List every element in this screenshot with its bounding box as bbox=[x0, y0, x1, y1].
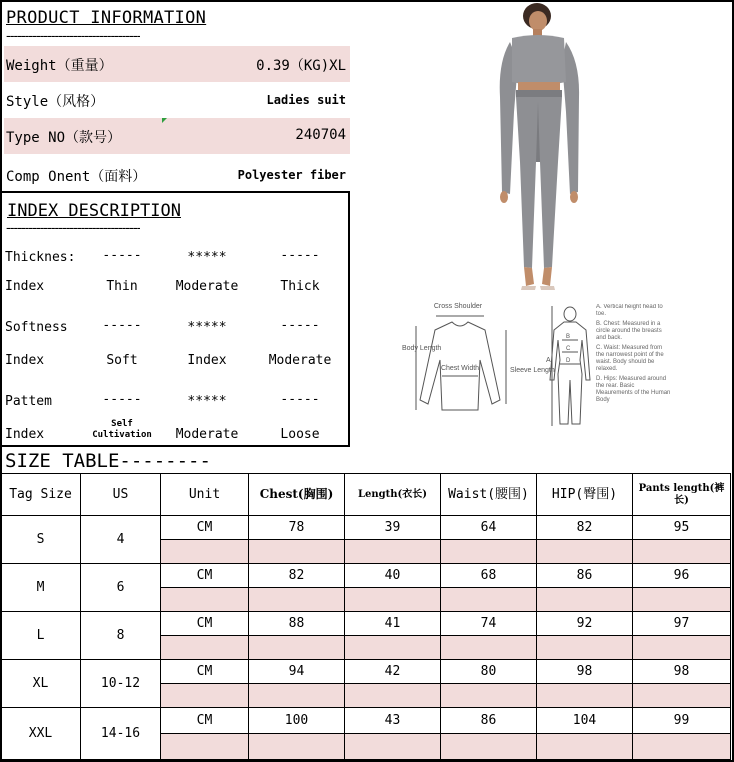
pattern-option-moderate: Moderate bbox=[175, 427, 239, 442]
pattern-option-loose: Loose bbox=[280, 427, 320, 442]
table-row bbox=[1, 660, 731, 684]
chest-cell: 100 bbox=[249, 708, 345, 734]
pattern-mark-3: ----- bbox=[280, 392, 320, 407]
pants-length-cell: 99 bbox=[633, 708, 731, 734]
chest-width-label: Chest Width bbox=[440, 365, 480, 372]
index-description-divider: ------------------------------------ bbox=[6, 220, 141, 236]
length-cell: 43 bbox=[345, 708, 441, 734]
softness-option-index: Index bbox=[187, 353, 227, 368]
hip-cell: 86 bbox=[537, 564, 633, 588]
table-row bbox=[1, 564, 731, 588]
measurement-diagram bbox=[400, 300, 672, 436]
header-us: US bbox=[81, 474, 161, 516]
tag-size-cell: S bbox=[1, 516, 81, 564]
size-table-header-row bbox=[1, 474, 731, 516]
marker-a-label: A bbox=[546, 357, 551, 364]
thickness-option-moderate: Moderate bbox=[175, 279, 239, 294]
length-cell: 42 bbox=[345, 660, 441, 684]
us-size-cell: 14-16 bbox=[81, 708, 161, 760]
product-photo bbox=[440, 2, 640, 300]
length-cell: 39 bbox=[345, 516, 441, 540]
hip-cell: 104 bbox=[537, 708, 633, 734]
pattern-mark-1: ----- bbox=[102, 392, 142, 407]
type-no-label: Type NO（款号） bbox=[6, 130, 122, 146]
unit-cell: CM bbox=[161, 612, 249, 636]
table-row bbox=[1, 708, 731, 734]
thickness-option-thin: Thin bbox=[106, 279, 138, 294]
pattern-index-label: Index bbox=[5, 427, 45, 442]
corner-marker-icon bbox=[162, 118, 167, 123]
table-row bbox=[1, 516, 731, 540]
tag-size-cell: XL bbox=[1, 660, 81, 708]
diagram-note-d: D. Hips: Measured around the rear. Basic Meaurements of the Human Body bbox=[596, 376, 671, 403]
pants-length-cell: 98 bbox=[633, 660, 731, 684]
header-hip: HIP(臀围) bbox=[537, 474, 633, 516]
header-length: Length(衣长) bbox=[345, 474, 441, 516]
softness-mark-3: ----- bbox=[280, 318, 320, 333]
thickness-mark-2: ***** bbox=[187, 250, 227, 265]
table-row bbox=[1, 612, 731, 636]
size-table-title: SIZE TABLE-------- bbox=[5, 450, 211, 472]
us-size-cell: 4 bbox=[81, 516, 161, 564]
us-size-cell: 10-12 bbox=[81, 660, 161, 708]
chest-cell: 94 bbox=[249, 660, 345, 684]
hip-cell: 98 bbox=[537, 660, 633, 684]
index-description-title: INDEX DESCRIPTION bbox=[7, 201, 181, 221]
softness-mark-2: ***** bbox=[187, 320, 227, 335]
product-row-weight bbox=[4, 46, 350, 82]
hip-cell: 92 bbox=[537, 612, 633, 636]
header-chest: Chest(胸围) bbox=[249, 474, 345, 516]
pattern-mark-2: ***** bbox=[187, 394, 227, 409]
cross-shoulder-label: Cross Shoulder bbox=[433, 303, 483, 310]
header-unit: Unit bbox=[161, 474, 249, 516]
chest-cell: 88 bbox=[249, 612, 345, 636]
waist-cell: 86 bbox=[441, 708, 537, 734]
pants-length-cell: 97 bbox=[633, 612, 731, 636]
us-size-cell: 6 bbox=[81, 564, 161, 612]
tag-size-cell: M bbox=[1, 564, 81, 612]
length-cell: 40 bbox=[345, 564, 441, 588]
pants-length-cell: 95 bbox=[633, 516, 731, 540]
product-information-divider: ------------------------------------ bbox=[6, 28, 141, 44]
weight-label: Weight（重量） bbox=[6, 58, 113, 74]
diagram-note-a: A. Vertical height head to toe. bbox=[596, 304, 663, 317]
size-table bbox=[0, 473, 731, 760]
marker-c-label: C bbox=[566, 346, 571, 352]
diagram-note-b: B. Chest: Measured in a circle around the breasts and back. bbox=[596, 321, 662, 341]
component-label: Comp Onent（面料） bbox=[6, 169, 147, 185]
tag-size-cell: XXL bbox=[1, 708, 81, 760]
softness-index-label: Index bbox=[5, 353, 45, 368]
thickness-mark-3: ----- bbox=[280, 248, 320, 263]
pattern-label: Pattem bbox=[5, 394, 52, 409]
chest-cell: 82 bbox=[249, 564, 345, 588]
header-pants-length: Pants length(裤长) bbox=[633, 474, 731, 516]
weight-value: 0.39（KG)XL bbox=[256, 58, 346, 74]
pants-length-cell: 96 bbox=[633, 564, 731, 588]
waist-cell: 74 bbox=[441, 612, 537, 636]
component-value: Polyester fiber bbox=[237, 168, 346, 182]
product-information-title: PRODUCT INFORMATION bbox=[6, 8, 207, 28]
sleeve-length-label: Sleeve Length bbox=[510, 367, 555, 374]
marker-b-label: B bbox=[566, 334, 571, 340]
body-length-label: Body Length bbox=[402, 345, 442, 352]
header-waist: Waist(腰围) bbox=[441, 474, 537, 516]
unit-cell: CM bbox=[161, 564, 249, 588]
pattern-option-self-cultivation: Self Cultivation bbox=[92, 419, 152, 440]
chest-cell: 78 bbox=[249, 516, 345, 540]
thickness-option-thick: Thick bbox=[280, 279, 320, 294]
hip-cell: 82 bbox=[537, 516, 633, 540]
length-cell: 41 bbox=[345, 612, 441, 636]
type-no-value: 240704 bbox=[295, 127, 346, 143]
product-row-type-no bbox=[4, 118, 350, 154]
softness-mark-1: ----- bbox=[102, 318, 142, 333]
marker-d-label: D bbox=[566, 358, 571, 364]
waist-cell: 80 bbox=[441, 660, 537, 684]
diagram-note-c: C. Waist: Measured from the narrowest point of the waist. Body should be relaxed. bbox=[596, 345, 664, 372]
product-row-component bbox=[4, 157, 350, 193]
thickness-label: Thicknes: bbox=[5, 250, 76, 265]
product-row-style bbox=[4, 82, 350, 118]
index-description-panel bbox=[0, 191, 350, 447]
softness-label: Softness bbox=[5, 320, 68, 335]
style-value: Ladies suit bbox=[266, 93, 346, 107]
header-tag-size: Tag Size bbox=[1, 474, 81, 516]
style-label: Style（风格） bbox=[6, 94, 105, 110]
product-information-panel bbox=[0, 0, 350, 192]
tag-size-cell: L bbox=[1, 612, 81, 660]
thickness-index-label: Index bbox=[5, 279, 45, 294]
us-size-cell: 8 bbox=[81, 612, 161, 660]
unit-cell: CM bbox=[161, 660, 249, 684]
unit-cell: CM bbox=[161, 708, 249, 734]
thickness-mark-1: ----- bbox=[102, 248, 142, 263]
softness-option-soft: Soft bbox=[106, 353, 138, 368]
waist-cell: 64 bbox=[441, 516, 537, 540]
softness-option-moderate: Moderate bbox=[268, 353, 332, 368]
waist-cell: 68 bbox=[441, 564, 537, 588]
unit-cell: CM bbox=[161, 516, 249, 540]
